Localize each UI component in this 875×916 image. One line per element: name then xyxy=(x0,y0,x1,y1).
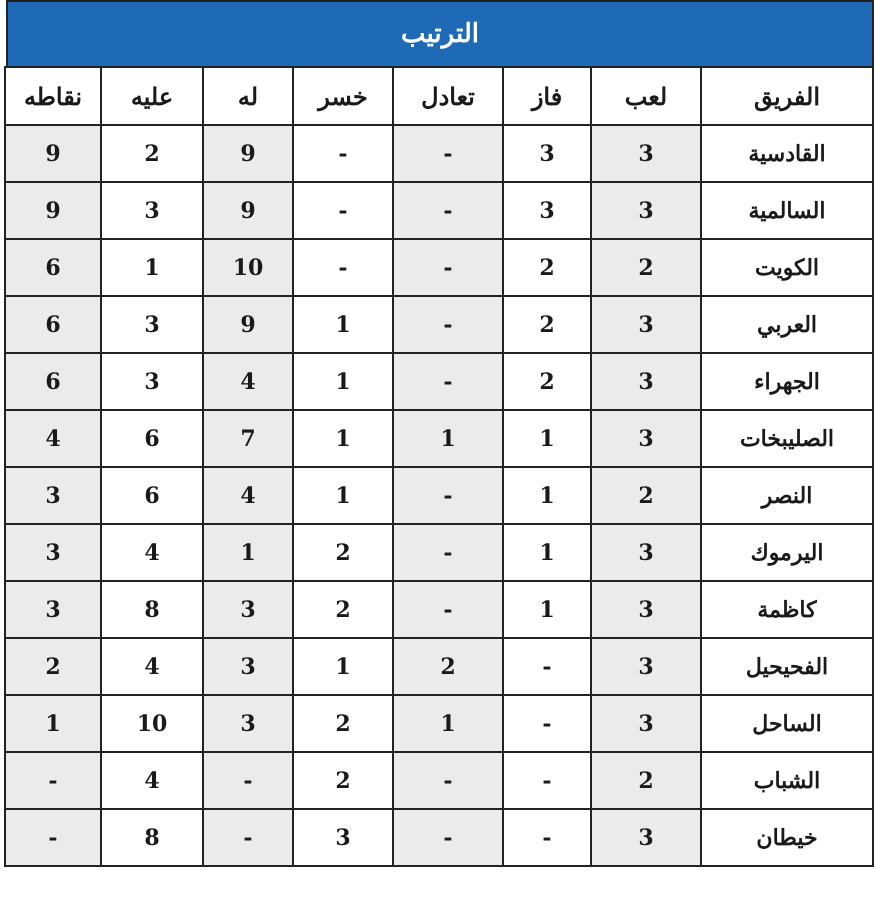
cell-played: 2 xyxy=(591,467,701,524)
cell-won: - xyxy=(503,809,591,866)
cell-points: 6 xyxy=(5,353,101,410)
cell-won: 3 xyxy=(503,182,591,239)
cell-goals-against: 6 xyxy=(101,410,203,467)
cell-points: 6 xyxy=(5,239,101,296)
cell-lost: 2 xyxy=(293,752,393,809)
cell-goals-against: 4 xyxy=(101,524,203,581)
cell-won: 1 xyxy=(503,467,591,524)
cell-goals-for: 10 xyxy=(203,239,293,296)
cell-points: 3 xyxy=(5,467,101,524)
cell-points: 4 xyxy=(5,410,101,467)
cell-points: 9 xyxy=(5,182,101,239)
cell-won: - xyxy=(503,695,591,752)
cell-played: 3 xyxy=(591,125,701,182)
cell-goals-for: 3 xyxy=(203,638,293,695)
header-won: فاز xyxy=(503,67,591,125)
cell-team: خيطان xyxy=(701,809,873,866)
cell-played: 3 xyxy=(591,695,701,752)
standings-table xyxy=(4,66,874,867)
cell-goals-against: 4 xyxy=(101,752,203,809)
cell-team: الكويت xyxy=(701,239,873,296)
cell-team: النصر xyxy=(701,467,873,524)
table-row xyxy=(5,239,873,296)
cell-goals-for: 3 xyxy=(203,581,293,638)
cell-won: 2 xyxy=(503,296,591,353)
cell-lost: 1 xyxy=(293,467,393,524)
cell-goals-against: 6 xyxy=(101,467,203,524)
cell-won: 3 xyxy=(503,125,591,182)
cell-played: 3 xyxy=(591,638,701,695)
cell-lost: 1 xyxy=(293,353,393,410)
cell-points: - xyxy=(5,752,101,809)
cell-team: العربي xyxy=(701,296,873,353)
cell-goals-for: 9 xyxy=(203,182,293,239)
cell-goals-against: 1 xyxy=(101,239,203,296)
cell-played: 3 xyxy=(591,524,701,581)
table-row xyxy=(5,182,873,239)
cell-won: 1 xyxy=(503,410,591,467)
header-points: نقاطه xyxy=(5,67,101,125)
table-row xyxy=(5,410,873,467)
header-lost: خسر xyxy=(293,67,393,125)
cell-points: 2 xyxy=(5,638,101,695)
cell-lost: 2 xyxy=(293,695,393,752)
cell-goals-for: 4 xyxy=(203,467,293,524)
cell-played: 3 xyxy=(591,296,701,353)
cell-points: 9 xyxy=(5,125,101,182)
cell-goals-against: 3 xyxy=(101,296,203,353)
cell-lost: - xyxy=(293,125,393,182)
cell-goals-against: 2 xyxy=(101,125,203,182)
cell-lost: 1 xyxy=(293,638,393,695)
cell-drawn: - xyxy=(393,353,503,410)
cell-drawn: - xyxy=(393,524,503,581)
cell-played: 3 xyxy=(591,809,701,866)
cell-won: 2 xyxy=(503,353,591,410)
cell-goals-for: 7 xyxy=(203,410,293,467)
cell-drawn: - xyxy=(393,125,503,182)
cell-won: 2 xyxy=(503,239,591,296)
cell-goals-for: 4 xyxy=(203,353,293,410)
cell-goals-against: 10 xyxy=(101,695,203,752)
cell-drawn: - xyxy=(393,581,503,638)
cell-played: 3 xyxy=(591,182,701,239)
cell-drawn: 2 xyxy=(393,638,503,695)
table-row xyxy=(5,809,873,866)
cell-team: اليرموك xyxy=(701,524,873,581)
table-row xyxy=(5,353,873,410)
cell-team: الساحل xyxy=(701,695,873,752)
header-played: لعب xyxy=(591,67,701,125)
table-row xyxy=(5,695,873,752)
cell-lost: 1 xyxy=(293,410,393,467)
cell-lost: - xyxy=(293,182,393,239)
cell-drawn: - xyxy=(393,752,503,809)
cell-points: 3 xyxy=(5,581,101,638)
cell-goals-for: 3 xyxy=(203,695,293,752)
cell-lost: 3 xyxy=(293,809,393,866)
table-row xyxy=(5,752,873,809)
cell-lost: 1 xyxy=(293,296,393,353)
cell-won: - xyxy=(503,638,591,695)
cell-goals-for: - xyxy=(203,752,293,809)
cell-drawn: - xyxy=(393,467,503,524)
cell-goals-for: 9 xyxy=(203,125,293,182)
header-row xyxy=(5,67,873,125)
cell-drawn: - xyxy=(393,239,503,296)
cell-points: 1 xyxy=(5,695,101,752)
cell-won: 1 xyxy=(503,524,591,581)
cell-team: الصليبخات xyxy=(701,410,873,467)
cell-played: 3 xyxy=(591,581,701,638)
cell-team: كاظمة xyxy=(701,581,873,638)
cell-drawn: - xyxy=(393,809,503,866)
cell-played: 2 xyxy=(591,752,701,809)
cell-points: - xyxy=(5,809,101,866)
cell-played: 3 xyxy=(591,353,701,410)
cell-goals-for: 9 xyxy=(203,296,293,353)
cell-won: 1 xyxy=(503,581,591,638)
table-row xyxy=(5,581,873,638)
table-row xyxy=(5,296,873,353)
cell-team: الجهراء xyxy=(701,353,873,410)
header-team: الفريق xyxy=(701,67,873,125)
cell-goals-against: 8 xyxy=(101,581,203,638)
header-goals-against: عليه xyxy=(101,67,203,125)
cell-points: 3 xyxy=(5,524,101,581)
cell-goals-against: 8 xyxy=(101,809,203,866)
cell-goals-against: 3 xyxy=(101,182,203,239)
cell-drawn: - xyxy=(393,296,503,353)
cell-lost: 2 xyxy=(293,581,393,638)
cell-goals-against: 4 xyxy=(101,638,203,695)
cell-drawn: - xyxy=(393,182,503,239)
table-body xyxy=(5,125,873,866)
header-goals-for: له xyxy=(203,67,293,125)
cell-lost: - xyxy=(293,239,393,296)
cell-drawn: 1 xyxy=(393,695,503,752)
cell-played: 2 xyxy=(591,239,701,296)
header-drawn: تعادل xyxy=(393,67,503,125)
cell-points: 6 xyxy=(5,296,101,353)
cell-team: الشباب xyxy=(701,752,873,809)
table-row xyxy=(5,467,873,524)
cell-lost: 2 xyxy=(293,524,393,581)
cell-goals-for: - xyxy=(203,809,293,866)
cell-goals-for: 1 xyxy=(203,524,293,581)
table-row xyxy=(5,638,873,695)
table-title: الترتيب xyxy=(6,0,874,66)
standings-table-container xyxy=(6,0,874,867)
cell-team: الفحيحيل xyxy=(701,638,873,695)
cell-team: القادسية xyxy=(701,125,873,182)
cell-team: السالمية xyxy=(701,182,873,239)
cell-goals-against: 3 xyxy=(101,353,203,410)
cell-won: - xyxy=(503,752,591,809)
table-row xyxy=(5,125,873,182)
cell-played: 3 xyxy=(591,410,701,467)
table-row xyxy=(5,524,873,581)
cell-drawn: 1 xyxy=(393,410,503,467)
